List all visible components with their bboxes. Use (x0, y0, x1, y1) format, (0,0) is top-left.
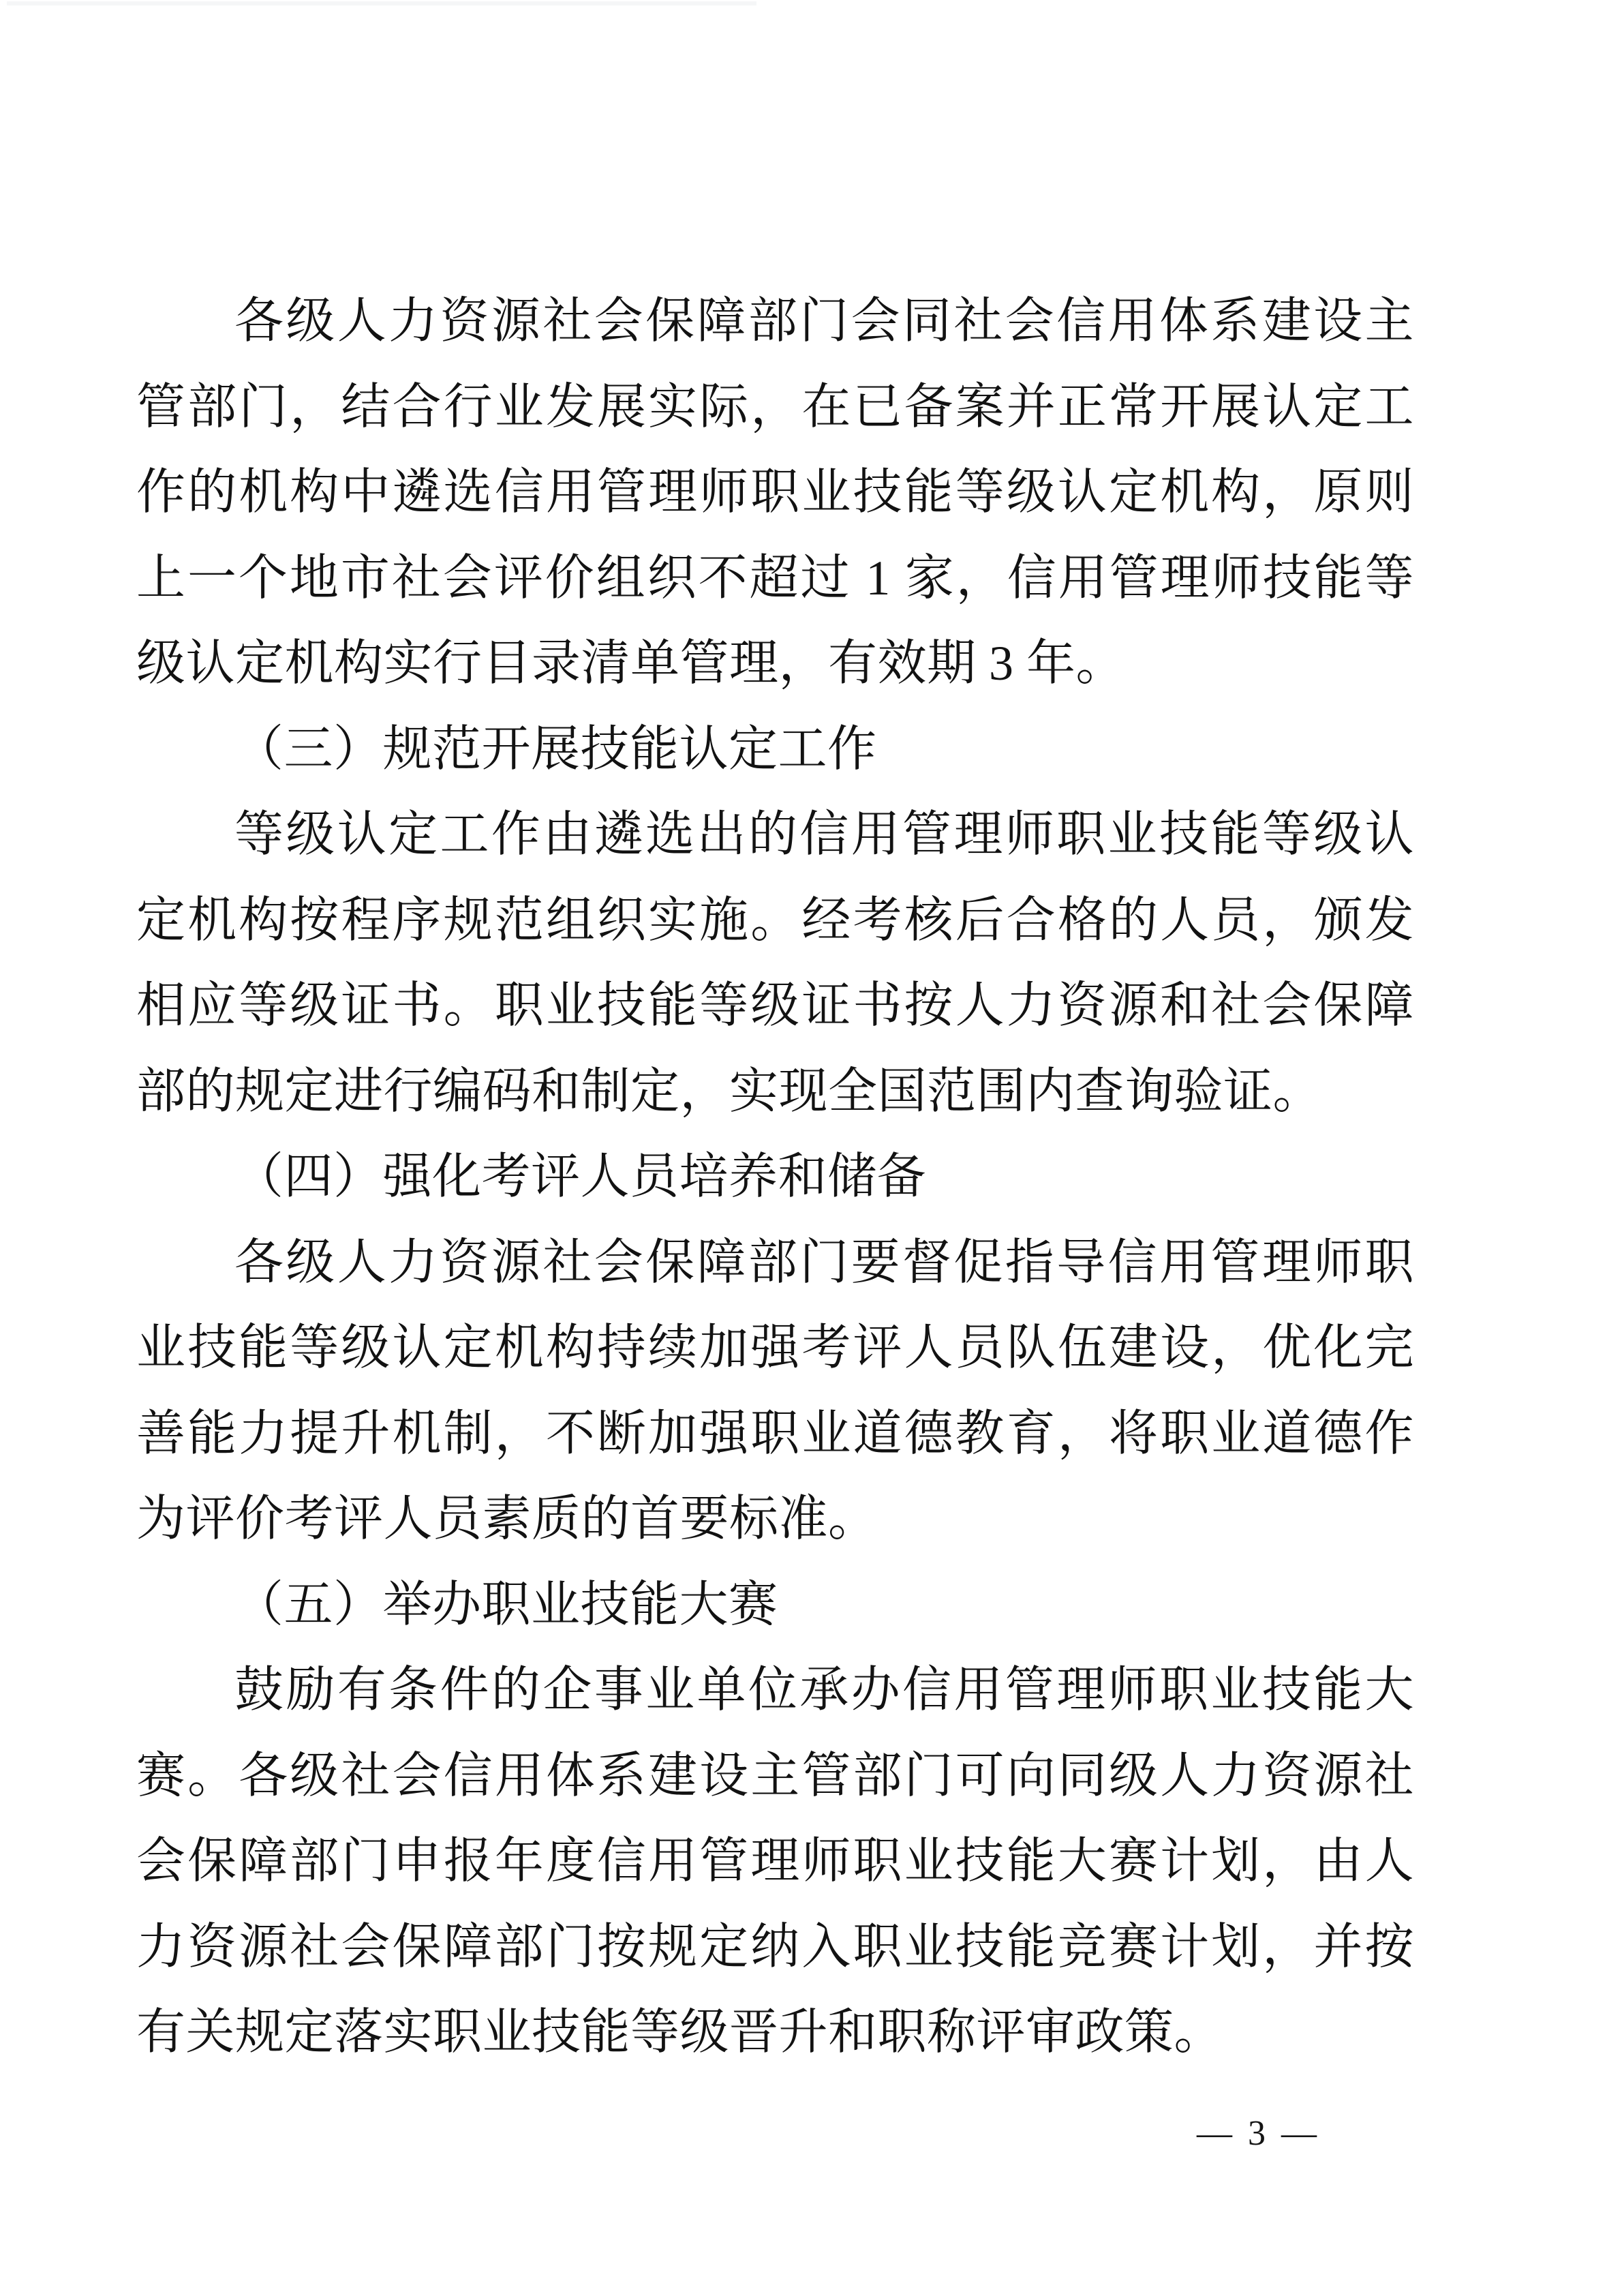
paragraph-org-selection: 各级人力资源社会保障部门会同社会信用体系建设主管部门，结合行业发展实际，在已备案并正常开展认定工作的机构中遴选信用管理师职业技能等级认定机构，原则上一个地市社会评价组织不超过 1 家，信用管理师技能等级认定机构实行目录清单管理，有效期 3 年。 (136, 294, 1414, 691)
page-number: — 3 — (1197, 2114, 1320, 2153)
paragraph-assessor-training: 各级人力资源社会保障部门要督促指导信用管理师职业技能等级认定机构持续加强考评人员队伍建设，优化完善能力提升机制，不断加强职业道德教育，将职业道德作为评价考评人员素质的首要标准。 (136, 1235, 1414, 1546)
paragraph-certification-work: 等级认定工作由遴选出的信用管理师职业技能等级认定机构按程序规范组织实施。经考核后合格的人员，颁发相应等级证书。职业技能等级证书按人力资源和社会保障部的规定进行编码和制定，实现全国范围内查询验证。 (136, 807, 1414, 1119)
paragraph-skill-competition: 鼓励有条件的企事业单位承办信用管理师职业技能大赛。各级社会信用体系建设主管部门可向同级人力资源社会保障部门申报年度信用管理师职业技能大赛计划，由人力资源社会保障部门按规定纳入职业技能竞赛计划，并按有关规定落实职业技能等级晋升和职称评审政策。 (136, 1663, 1414, 2059)
section-heading-3: （三）规范开展技能认定工作 (234, 721, 877, 776)
scan-edge-artifact (7, 1, 756, 5)
section-heading-4: （四）强化考评人员培养和储备 (234, 1149, 927, 1204)
section-heading-5: （五）举办职业技能大赛 (234, 1577, 778, 1632)
body-text-block (136, 279, 1414, 2076)
